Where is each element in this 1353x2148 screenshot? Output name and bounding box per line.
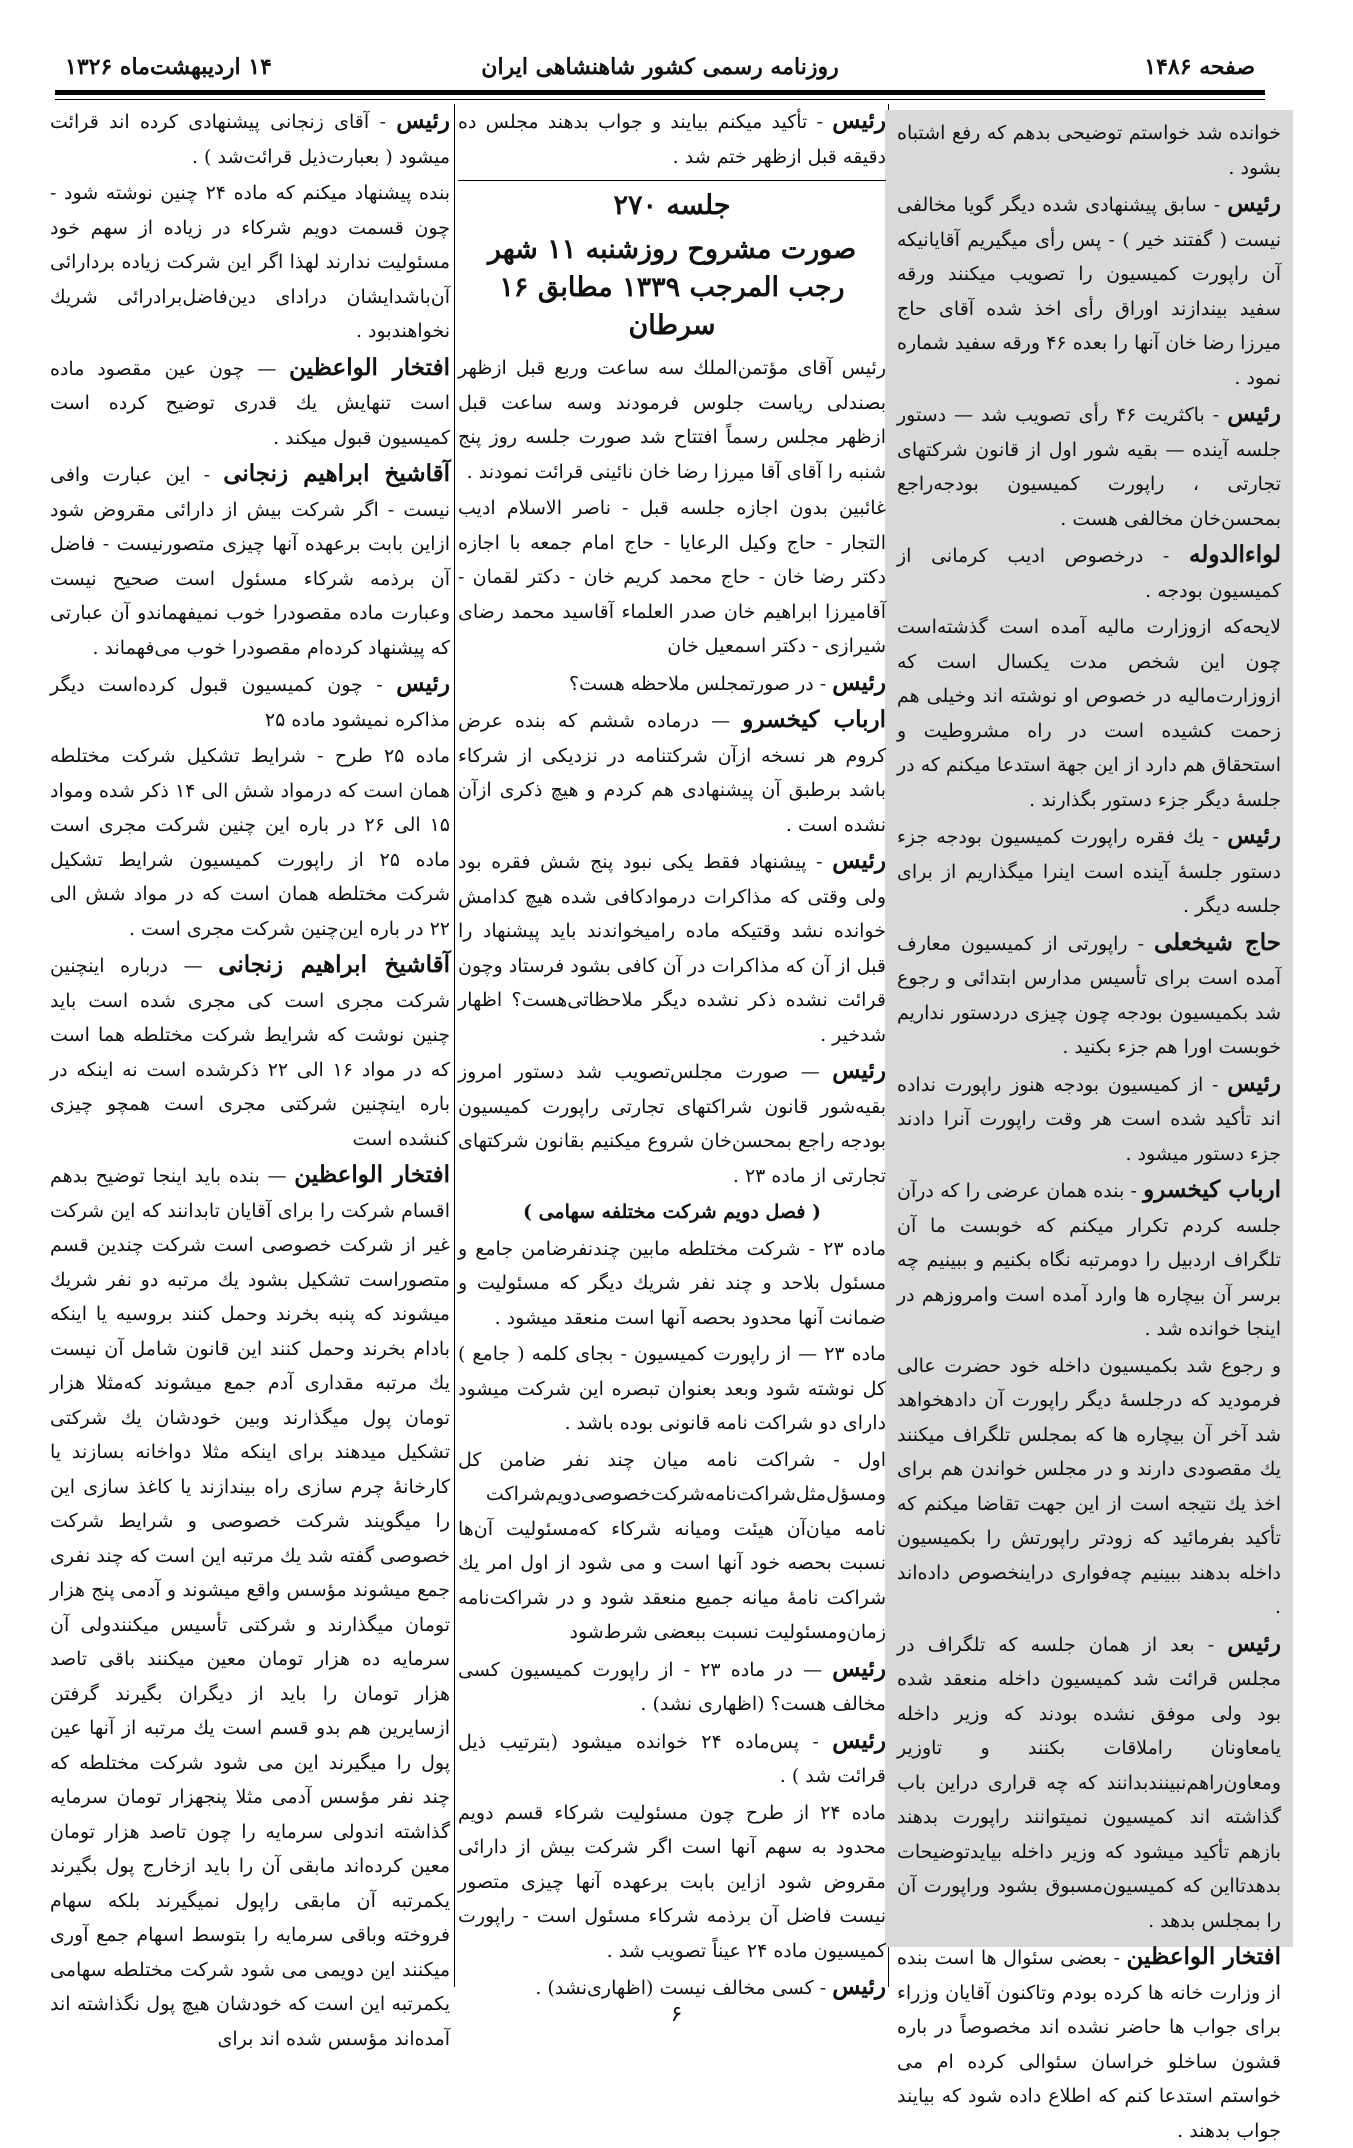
paragraph-text: - سابق پیشنهادی شده دیگر گویا مخالفی نیست ( گفتند خیر ) - پس رأی میگیریم آقایانیکه آن راپورت کمیسیون را تصویب میکنند ورقه سفید بیندازند اوراق رأی اخذ شده آقای حاج میرزا رضا خان آنها را بعده ۴۶ ورقه سفید شماره نمود .	[897, 194, 1281, 389]
page-number: ۶	[670, 2002, 683, 2027]
speaker-name: حاج شیخعلی	[1154, 928, 1281, 956]
speaker-name: افتخار الواعظین	[1126, 1943, 1281, 1970]
paragraph	[458, 1970, 886, 2006]
paragraph	[50, 1158, 450, 2056]
speaker-name: رئیس	[1227, 1629, 1281, 1657]
paragraph	[897, 610, 1281, 817]
paragraph-text: — چون عین مقصود ماده است تنهایش یك قدری توضیح کرده است کمیسیون قبول میکند .	[50, 357, 450, 449]
column-divider	[454, 104, 455, 1987]
header-page-label: صفحه ۱۴۸۶	[1144, 54, 1255, 80]
paragraph	[50, 948, 450, 1156]
paragraph-text: رئیس آقای مؤتمن‌الملك سه ساعت وربع قبل ازظهر بصندلی ریاست جلوس فرمودند وسه ساعت قبل ازظهر مجلس رسماً افتتاح شد صورت جلسه روز پنج شنبه را آقای آقا میرزا رضا خان نائینی قرائت نمودند .	[458, 357, 886, 483]
speaker-name: لواءالدوله	[1188, 541, 1281, 568]
paragraph	[897, 1349, 1281, 1625]
paragraph	[897, 187, 1281, 395]
speaker-name: رئیس	[832, 107, 886, 134]
paragraph-text: — در ماده ۲۳ - از راپورت کمیسیون کسی مخالف هست؟ (اظهاری نشد) .	[458, 1658, 886, 1715]
paragraph	[50, 351, 450, 456]
paragraph	[50, 667, 450, 737]
paragraph-text: خوانده شد خواستم توضیحی بدهم که رفع اشتباه بشود .	[897, 122, 1281, 179]
speaker-name: رئیس	[1227, 190, 1281, 217]
speaker-name: آقاشیخ ابراهیم زنجانی	[223, 460, 450, 487]
paragraph	[458, 666, 886, 702]
paragraph-text: بنده پیشنهاد میکنم که ماده ۲۴ چنین نوشته شود - چون قسمت دویم شرکاء در زیاده از سهم خود مسئولیت ندارند لهذا اگر این شرکت زیاده بردارائی آن‌باشدایشان درادای دین‌فاضل‌برادرائی شریك نخواهندبود .	[50, 182, 450, 342]
paragraph	[458, 1796, 886, 1969]
right-column	[885, 110, 1293, 2142]
paragraph-text: - کسی مخالف نیست (اظهاری‌نشد) .	[535, 1977, 827, 1999]
paragraph	[50, 739, 450, 946]
paragraph	[897, 1940, 1281, 2148]
paragraph-text: - پیشنهاد فقط یکی نبود پنج شش فقره بود ولی وقتی که مذاکرات درموادکافی شده هیچ کدامش خوانده نشد وقتیکه ماده رامیخواندند باید پیشنهاد را قبل از آن که مذاکرات در آن کافی بشود فرستاد وچون قرائت نشده ذکر نشده دیگر ملاحظاتی‌هست؟ اظهار شدخیر .	[458, 851, 886, 1046]
paragraph-text: - چون کمیسیون قبول کرده‌است دیگر مذاکره نمیشود ماده ۲۵	[50, 674, 450, 731]
speaker-name: افتخار الواعظین	[289, 353, 450, 381]
paragraph-text: - پس‌ماده ۲۴ خوانده میشود (بترتیب ذیل قرائت شد ) .	[458, 1730, 886, 1787]
paragraph-text: ماده ۲۳ — از راپورت کمیسیون - بجای کلمه ( جامع ) کل نوشته شود وبعد بعنوان تبصره این شرکت میشود دارای دو شراکت نامه قانونی بوده باشد .	[458, 1343, 887, 1434]
middle-column	[458, 104, 887, 2000]
speaker-name: ارباب کیخسرو	[742, 706, 887, 733]
paragraph-text: ماده ۲۳ - شرکت مختلطه مابین چندنفرضامن جامع و مسئول بلاحد و چند نفر شریك دیگر که مسئولیت و ضمانت آنها محدود بحصه آنها است منعقد میشود .	[458, 1237, 887, 1329]
paragraph	[50, 457, 450, 665]
paragraph	[458, 844, 886, 1052]
paragraph-text: - درخصوص ادیب کرمانی از کمیسیون بودجه .	[897, 545, 1281, 602]
paragraph	[458, 1652, 886, 1722]
paragraph	[897, 116, 1281, 185]
paragraph-text: — درماده ششم که بنده عرض کروم هر نسخه ازآن شرکتنامه در نزدیکی از شرکاء باشد برطبق آن پیشنهادی هم کردم و هیچ ذکری ازآن نشده است .	[458, 710, 886, 836]
paragraph	[458, 703, 886, 842]
paragraph	[897, 1067, 1281, 1172]
paragraph	[458, 1195, 886, 1230]
paragraph-text: — بنده باید اینجا توضیح بدهم اقسام شرکت را برای آقایان تابدانند که این شرکت غیر از شرکت خصوصی است شرکت چندین قسم متصوراست تشکیل بشود یك مرتبه دو نفر شریك میشوند که پنبه بخرند وحمل کنند بروسیه یا اینکه بادام بخرند وحمل کنند این قانون شامل آن نیست یك مرتبه مقداری آدم جمع میشوند که‌مثلا هزار تومان پول میگذارند وبین خودشان یك شرکتی تشکیل میدهند برای اینکه مثلا دواخانه بسازند یا کارخانهٔ چرم سازی راه بیندازند یا کاغذ سازی این را میگویند شرکت خصوصی و شرایط شرکت خصوصی گفته شد یك مرتبه این است که چند نفری جمع میشوند مؤسس واقع میشوند و آدمی پنج هزار تومان میگذارند و شرکتی تأسیس میکنندولی آن سرمایه ده هزار تومان معین میکنند باقی تاصد هزار تومان را باید از دیگران بگیرند گرفتن ازسایرین هم بدو قسم است یك مرتبه از آنها عین پول را میگیرند این می شود شرکت مختلطه که چند نفر مؤسس آدمی مثلا پنجهزار تومان سرمایه گذاشته اندولی سرمایه را چون تاصد هزار تومان معین کرده‌اند مابقی آن را باید ازخارج پول بگیرند یکمرتبه آن مابقی راپول نمیگیرند بلکه سهام فروخته وباقی سرمایه را بتوسط اسهام جمع آوری میکنند این دویمی می شود شرکت مختلطه سهامی یکمرتبه این است که خودشان هیچ پول نگذاشته اند آمده‌اند مؤسس شده اند برای	[50, 1165, 450, 2050]
speaker-name: رئیس	[396, 107, 450, 134]
paragraph	[458, 1337, 886, 1441]
paragraph	[458, 1232, 886, 1336]
paragraph	[458, 1443, 886, 1650]
paragraph-text: لایحه‌که ازوزارت مالیه آمده است گذشته‌است چون این شخص مدت یکسال است که ازوزارت‌مالیه در خصوص او نوشته اند وخیلی هم زحمت کشیده است در راه مشروطیت و استحقاق هم دارد از این جهة استدعا میکنم که در جلسهٔ دیگر جزء دستور بگذارند .	[897, 616, 1281, 811]
paragraph	[897, 926, 1281, 1065]
paragraph-text: - در صورتمجلس ملاحظه هست؟	[569, 672, 827, 695]
paragraph-text: - از کمیسیون بودجه هنوز راپورت نداده اند تأکید شده است هر وقت راپورت آنرا دادند جزء دستور میشود .	[897, 1073, 1281, 1165]
speaker-name: رئیس	[1227, 400, 1281, 427]
paragraph	[458, 104, 886, 174]
paragraph-text: — صورت مجلس‌تصویب شد دستور امروز بقیه‌شور قانون شراکتهای تجارتی راپورت کمیسیون بودجه راجع بمحسن‌خان شروع میکنیم بقانون شرکتهای تجارتی از ماده ۲۳ .	[458, 1061, 886, 1187]
speaker-name: رئیس	[832, 1973, 886, 2000]
session-title: صورت مشروح روزشنبه ۱۱ شهر رجب المرجب ۱۳۳۹ مطابق ۱۶ سرطان	[487, 234, 857, 341]
speaker-name: ارباب کیخسرو	[1143, 1176, 1281, 1203]
paragraph-text: ( فصل دویم شرکت مختلفه سهامی )	[522, 1201, 822, 1223]
closing-note	[458, 104, 886, 181]
speaker-name: رئیس	[1227, 1069, 1281, 1097]
paragraph-text: - آقای زنجانی پیشنهادی کرده اند قرائت میشود ( بعبارت‌ذیل قرائت‌شد ) .	[50, 111, 450, 168]
paragraph	[50, 104, 450, 174]
paragraph-text: — درباره اینچنین شرکت مجری است کی مجری شده است باید چنین نوشت که شرایط شرکت مختلطه هما است که در مواد ۱۶ الی ۲۲ ذکرشده است نه اینکه در باره اینچنین شرکتی مجری است همچو چیزی کنشده است	[50, 955, 451, 1150]
paragraph	[897, 1173, 1281, 1347]
paragraph	[458, 1724, 886, 1794]
middle-column-body	[458, 351, 886, 2006]
header-rule-thin	[55, 99, 1265, 100]
paragraph-text: و رجوع شد بکمیسیون داخله خود حضرت عالی فرمودید که درجلسهٔ دیگر راپورت آن دادهخواهد شد آخر آن بیچاره ها که بمجلس تلگراف میکنند یك مقصودی دارند و در مجلس خواندن هم برای اخذ یك نتیجه است از این جهت تقاضا میکنم که تأکید بفرمائید که زودتر راپورتش را بکمیسیون داخله بدهند ببینیم چه‌فواری دراینخصوص داده‌اند .	[897, 1354, 1281, 1618]
speaker-name: آقاشیخ ابراهیم زنجانی	[218, 951, 451, 978]
paragraph-text: ماده ۲۵ طرح - شرایط تشکیل شرکت مختلطه همان است که درمواد شش الی ۱۴ ذکر شده ومواد ۱۵ الی ۲۶ در باره این چنین شرکت مجری است ماده ۲۵ از راپورت کمیسیون شرایط تشکیل شرکت مختلطه همان است که در مواد شش الی ۲۲ در باره این‌چنین شرکت مجری است .	[50, 745, 450, 940]
speaker-name: رئیس	[832, 668, 886, 696]
paragraph-text: - این عبارت وافی نیست - اگر شرکت بیش از دارائی مقروض شود ازاین بابت برعهده آنها چیزی متصورنیست - فاضل آن برذمه شرکاء مسئول است صحیح نیست وعبارت ماده مقصودرا خوب نمیفهماندو آن عبارتی که پیشنهاد کرده‌ام مقصودرا خوب می‌فهماند .	[50, 464, 450, 659]
header-date: ۱۴ اردیبهشت‌ماه ۱۳۲۶	[65, 54, 272, 80]
paragraph	[458, 491, 886, 664]
paragraph-text: - بعد از همان جلسه که تلگراف در مجلس قرائت شد کمیسیون داخله منعقد شده بود ولی موفق نشده بودند که وزیر داخله یامعاونان راملاقات بکنند و تاوزیر ومعاون‌راهم‌نبینندبدانند که چه قراری دراین باب گذاشته اند کمیسیون نمیتوانند راپورت بدهند بازهم تأکید میشود که وزیر داخله بیایدتوضیحات بدهدتااین که کمیسیون‌مسبوق بشود وراپورت آن را بمجلس بدهد .	[897, 1633, 1281, 1932]
paragraph-text: - بنده همان عرضی را که درآن جلسه کردم تکرار میکنم که خوبست ما آن تلگراف اردبیل را دومرتبه نگاه بکنیم و ببینیم چه برسر آن بیچاره ها وارد آمده است وامروزهم در اینجا خوانده شد .	[897, 1180, 1281, 1340]
paragraph-text: - باکثریت ۴۶ رأی تصویب شد — دستور جلسه آینده — بقیه شور اول از قانون شرکتهای تجارتی ، راپورت کمیسیون بودجه‌راجع بمحسن‌خان مخالفی هست .	[897, 404, 1281, 530]
paragraph	[897, 397, 1281, 536]
paragraph-text: - یك فقره راپورت کمیسیون بودجه جزء دستور جلسهٔ آینده است اینرا میگذاریم از برای جلسه دیگر .	[897, 826, 1281, 917]
page-header	[55, 48, 1265, 88]
session-number: جلسه ۲۷۰	[613, 190, 731, 221]
paragraph	[50, 176, 450, 349]
paragraph	[897, 819, 1281, 924]
header-rule-thick	[55, 90, 1265, 95]
speaker-name: رئیس	[396, 670, 451, 697]
paragraph-text: غائبین بدون اجازه جلسه قبل - ناصر الاسلام ادیب التجار - حاج وکیل الرعایا - حاج امام جمعه با اجازه دکتر رضا خان - حاج محمد کریم خان - دکتر لقمان - آقامیرزا ابراهیم خان صدر العلماء آقاسید محمد رضای شیرازی - دکتر اسمعیل خان	[458, 497, 886, 657]
paragraph	[897, 538, 1281, 608]
paragraph-text: - راپورتی از کمیسیون معارف آمده است برای تأسیس مدارس ابتدائی و رجوع شد بکمیسیون بودجه چون چیزی دردستور نداریم خوبست اورا هم جزء بکنید .	[897, 932, 1281, 1058]
paragraph-text: - تأکید میکنم بیایند و جواب بدهند مجلس ده دقیقه قبل ازظهر ختم شد .	[458, 111, 886, 168]
left-column	[50, 104, 451, 2050]
paragraph	[458, 1054, 886, 1193]
header-title: روزنامه رسمی کشور شاهنشاهی ایران	[481, 54, 839, 80]
speaker-name: رئیس	[1227, 822, 1281, 849]
paragraph-text: اول - شراکت نامه میان چند نفر ضامن کل ومسؤل‌مثل‌شراکت‌نامه‌شرکت‌خصوصی‌دویم‌شراکت نامه میان‌آن هیئت ومیانه شرکاء که‌مسئولیت آن‌ها نسبت بحصه خود آنها است و می شود از اول امر یك شراکت نامهٔ میانه جمیع منعقد شود و در شراکت‌نامه زمان‌ومسئولیت نسبت ببعضی شرط‌شود	[458, 1448, 886, 1643]
paragraph	[458, 351, 886, 489]
paragraph-text: ماده ۲۴ از طرح چون مسئولیت شرکاء قسم دویم محدود به سهم آنها است اگر شرکت بیش از دارائی مقروض شود ازاین بابت برعهده آنها چیزی متصور نیست فاضل آن برذمه شرکاء مسئول است - راپورت کمیسیون ماده ۲۴ عیناً تصویب شد .	[458, 1801, 887, 1962]
speaker-name: رئیس	[832, 1654, 886, 1682]
speaker-name: افتخار الواعظین	[294, 1161, 450, 1188]
speaker-name: رئیس	[832, 1726, 886, 1754]
speaker-name: رئیس	[832, 1057, 886, 1084]
speaker-name: رئیس	[832, 847, 886, 874]
paragraph	[897, 1627, 1281, 1939]
paragraph-text: - بعضی سئوال ها است بنده از وزارت خانه ها کرده بودم وتاکنون آقایان وزراء برای جواب ها حاضر نشده اند مخصوصاً در باره قشون ساخلو خراسان سئوالی کرده ام می خواستم استدعا کنم که اطلاع داده شود که بیایند جواب بدهند .	[897, 1947, 1281, 2142]
